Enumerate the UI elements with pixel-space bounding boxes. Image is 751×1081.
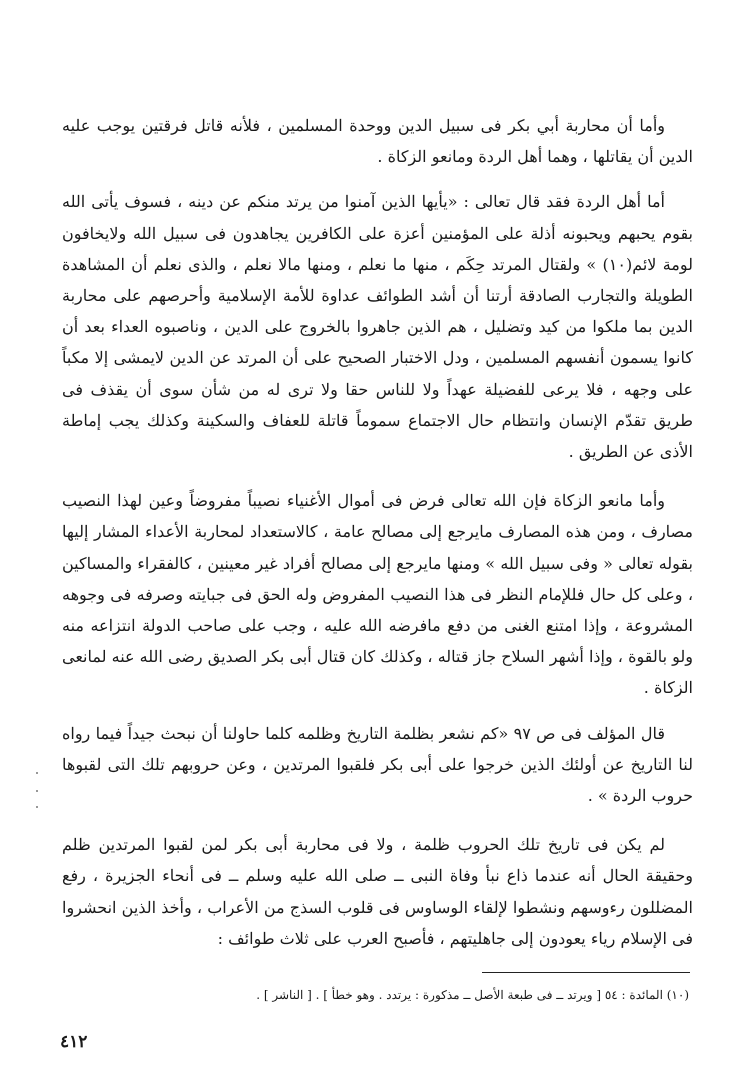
paragraph-apostates: أما أهل الردة فقد قال تعالى : «يأيها الذين آمنوا من يرتد منكم عن دينه ، فسوف يأتى الله بقوم يحبهم ويحبونه أذلة على المؤمنين أعزة على الكافرين يجاهدون فى سبيل الله ولايخافون لومة لائم(١٠) » ولقتال المرتد حِكَم ، منها ما نعلم ، ومنها مالا نعلم ، والذى نعلم أن المشاهدة الطويلة والتجارب الصادقة أرتنا أن أشد الطوائف عداوة للأمة الإسلامية وأحرصهم على محاربة الدين بما ملكوا من كيد وتضليل ، هم الذين جاهروا بالخروج على الدين ، وناصبوه العداء بعد أن كانوا يسمون أنفسهم المسلمين ، ودل الاختبار الصحيح على أن المرتد عن الدين لايمشى إلا مكباً على وجهه ، فلا يرعى للفضيلة عهداً ولا للناس حقا ولا ترى له من شأن سوى أن يقذف فى طريق تقدّم الإنسان وانتظام حال الاجتماع سموماً قاتلة للعفاف والسكينة وكذلك يجب إماطة الأذى عن الطريق . (62, 192, 694, 462)
margin-dot (36, 806, 38, 808)
page-number: ٤١٢ (60, 1032, 88, 1052)
paragraph-rebuttal: لم يكن فى تاريخ تلك الحروب ظلمة ، ولا فى محاربة أبى بكر لمن لقبوا المرتدين ظلم وحقيقة الحال أنه عندما ذاع نبأ وفاة النبى ــ صلى الله عليه وسلم ــ فى أنحاء الجزيرة ، رفع المضللون رءوسهم ونشطوا لإلقاء الوساوس فى قلوب السذج من الأعراب ، وأخذ الذين انحشروا فى الإسلام رياء يعودون إلى جاهليتهم ، فأصبح العرب على ثلاث طوائف : (62, 835, 693, 948)
margin-dot (36, 772, 38, 774)
paragraph-zakat-refusers: وأما مانعو الزكاة فإن الله تعالى فرض فى أموال الأغنياء نصيباً مفروضاً وعين لهذا النصيب مصارف ، ومن هذه المصارف مايرجع إلى مصالح عامة ، كالاستعداد لمحاربة الأعداء المشار إليها بقوله تعالى « وفى سبيل الله » ومنها مايرجع إلى مصالح أفراد غير معينين ، كالفقراء والمساكين ، وعلى كل حال فللإمام النظر فى هذا النصيب المفروض وله الحق فى جبايته وصرفه فى وجوهه المشروعة ، وإذا امتنع الغنى من دفع مافرضه الله عليه ، وجب على صاحب الدولة انتزاعه منه ولو بالقوة ، وإذا أشهر السلاح جاز قتاله ، وكذلك كان قتال أبى بكر الصديق رضى الله عنه لمانعى الزكاة . (62, 491, 693, 698)
footnote-divider (482, 972, 690, 973)
paragraph-battles-intro: وأما أن محاربة أبي بكر فى سبيل الدين ووحدة المسلمين ، فلأنه قاتل فرقتين يوجب عليه الدين أن يقاتلها ، وهما أهل الردة ومانعو الزكاة . (62, 116, 693, 167)
footnote: (١٠) المائدة : ٥٤ [ ويرتد ــ فى طبعة الأصل ــ مذكورة : يرتدد . وهو خطأ ] . [ الناشر ] . (256, 988, 689, 1002)
body-text (62, 110, 693, 954)
margin-dot (36, 790, 38, 792)
paragraph-author-quote: قال المؤلف فى ص ٩٧ «كم نشعر بظلمة التاريخ وظلمه كلما حاولنا أن نبحث جيداً فيما رواه لنا التاريخ عن أولئك الذين خرجوا على أبى بكر فلقبوا المرتدين ، وعن حروبهم تلك التى لقبوها حروب الردة » . (62, 723, 693, 806)
